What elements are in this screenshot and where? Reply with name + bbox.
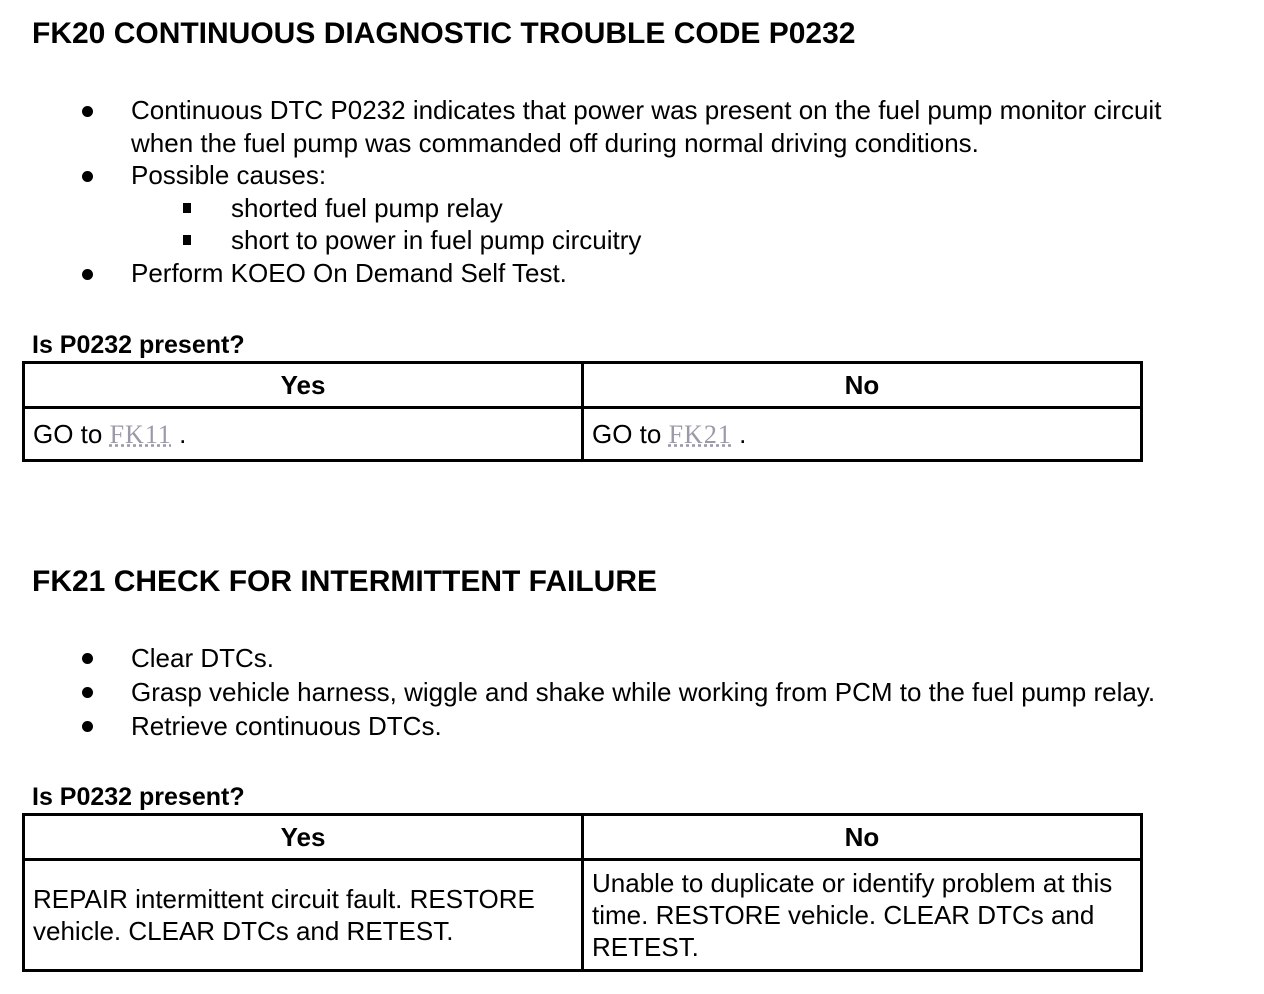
bullet-dot-icon xyxy=(82,721,93,732)
list-item xyxy=(0,709,1260,743)
bullet-dot-icon xyxy=(82,687,93,698)
bullet-dot-icon xyxy=(82,269,93,280)
fk21-link[interactable]: FK21 xyxy=(668,419,732,449)
list-item xyxy=(0,641,1260,675)
goto-prefix: GO to xyxy=(592,418,662,449)
goto-suffix: . xyxy=(739,418,747,449)
yes-cell: REPAIR intermittent circuit fault. RESTORE vehicle. CLEAR DTCs and RETEST. xyxy=(24,860,583,971)
fk20-bullet-list xyxy=(0,94,1190,289)
bullet-text: Clear DTCs. xyxy=(131,643,275,673)
table-header-row xyxy=(24,363,1142,408)
bullet-text: Retrieve continuous DTCs. xyxy=(131,711,442,741)
list-item xyxy=(0,257,1190,290)
sub-bullet-text: short to power in fuel pump circuitry xyxy=(231,225,642,255)
table-row xyxy=(24,860,1142,971)
fk11-link[interactable]: FK11 xyxy=(109,419,172,449)
fk21-title: FK21 CHECK FOR INTERMITTENT FAILURE xyxy=(32,565,658,598)
fk21-bullet-list xyxy=(0,641,1260,743)
list-item xyxy=(0,159,1190,257)
bullet-text: Grasp vehicle harness, wiggle and shake while working from PCM to the fuel pump relay. xyxy=(131,677,1156,707)
sub-bullet-text: shorted fuel pump relay xyxy=(231,192,503,223)
fk21-question: Is P0232 present? xyxy=(32,783,245,811)
yes-header: Yes xyxy=(24,363,583,408)
bullet-square-icon xyxy=(183,235,191,245)
bullet-text: Possible causes: xyxy=(131,160,327,190)
bullet-text: Perform KOEO On Demand Self Test. xyxy=(131,257,567,288)
no-header: No xyxy=(583,363,1142,408)
goto-prefix: GO to xyxy=(33,418,103,449)
no-cell xyxy=(583,408,1142,461)
yes-cell xyxy=(24,408,583,461)
fk21-decision-table xyxy=(22,813,1143,972)
list-item xyxy=(0,94,1190,159)
fk20-decision-table xyxy=(22,361,1143,462)
bullet-dot-icon xyxy=(82,653,93,664)
list-item xyxy=(0,224,1190,257)
no-cell: Unable to duplicate or identify problem at this time. RESTORE vehicle. CLEAR DTCs and RETEST. xyxy=(583,860,1142,971)
bullet-dot-icon xyxy=(82,106,93,117)
fk20-title: FK20 CONTINUOUS DIAGNOSTIC TROUBLE CODE P0232 xyxy=(32,17,856,50)
list-item xyxy=(0,192,1190,225)
possible-causes-list xyxy=(0,192,1190,257)
bullet-text: Continuous DTC P0232 indicates that power was present on the fuel pump monitor circuit when the fuel pump was commanded off during normal driving conditions. xyxy=(131,95,1162,158)
yes-header: Yes xyxy=(24,815,583,860)
table-row xyxy=(24,408,1142,461)
list-item xyxy=(0,675,1260,709)
bullet-square-icon xyxy=(183,203,191,213)
fk20-question: Is P0232 present? xyxy=(32,331,245,359)
no-header: No xyxy=(583,815,1142,860)
goto-suffix: . xyxy=(179,418,187,449)
bullet-dot-icon xyxy=(82,171,93,182)
table-header-row xyxy=(24,815,1142,860)
